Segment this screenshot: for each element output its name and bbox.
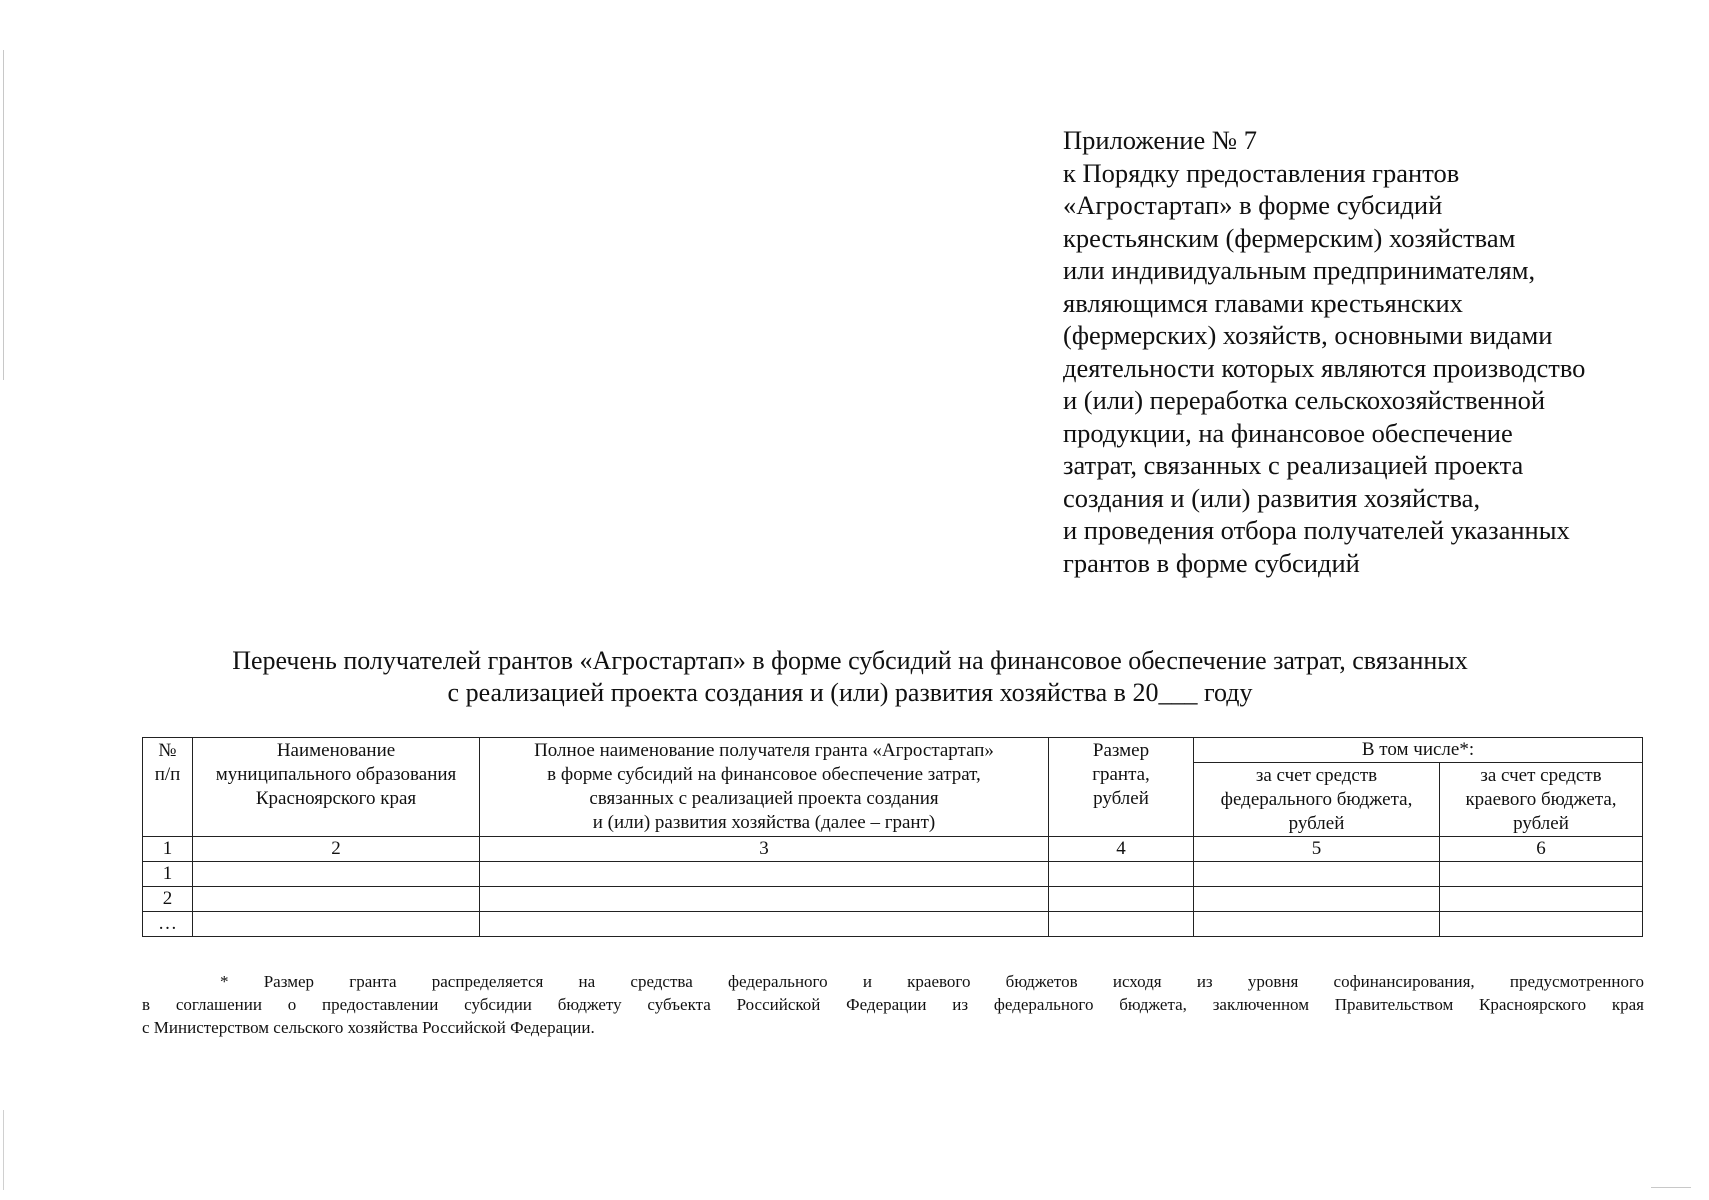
federal-amount-cell: [1194, 887, 1440, 912]
document-title-line-1: Перечень получателей грантов «Агростартап» в форме субсидий на финансовое обеспечение затрат, связанных: [232, 646, 1468, 675]
header-cell-municipality: Наименование муниципального образования Красноярского края: [193, 738, 480, 837]
recipients-table-container: [142, 737, 1643, 937]
appendix-header: [1063, 124, 1683, 579]
federal-amount-cell: [1194, 862, 1440, 887]
row-number-cell: 1: [143, 862, 193, 887]
federal-amount-cell: [1194, 912, 1440, 937]
column-number-cell: 3: [480, 837, 1049, 862]
municipality-cell: [193, 862, 480, 887]
table-row: [143, 912, 1643, 937]
header-cell-number: № п/п: [143, 738, 193, 837]
footnote: [142, 970, 1644, 1039]
municipality-cell: [193, 887, 480, 912]
appendix-line: и (или) переработка сельскохозяйственной: [1063, 385, 1546, 415]
grant-amount-cell: [1049, 912, 1194, 937]
appendix-line: (фермерских) хозяйств, основными видами: [1063, 320, 1553, 350]
appendix-line: затрат, связанных с реализацией проекта: [1063, 450, 1524, 480]
scan-edge-mark: [3, 50, 4, 380]
header-row-1: [143, 738, 1643, 763]
footnote-line-3: с Министерством сельского хозяйства Российской Федерации.: [142, 1018, 595, 1037]
header-cell-federal: за счет средств федерального бюджета, рублей: [1194, 763, 1440, 837]
regional-amount-cell: [1440, 887, 1643, 912]
recipients-table: [142, 737, 1643, 937]
document-title-line-2: с реализацией проекта создания и (или) развития хозяйства в 20___ году: [447, 678, 1253, 707]
appendix-line: продукции, на финансовое обеспечение: [1063, 417, 1513, 448]
scan-edge-mark: [3, 1110, 4, 1190]
appendix-line: грантов в форме субсидий: [1063, 547, 1360, 578]
column-number-row: [143, 837, 1643, 862]
appendix-line: крестьянским (фермерским) хозяйствам: [1063, 222, 1516, 253]
appendix-line: к Порядку предоставления грантов: [1063, 157, 1460, 188]
header-cell-including: В том числе*:: [1194, 738, 1643, 763]
footnote-line-2: в соглашении о предоставлении субсидии бюджету субъекта Российской Федерации из федерального бюджета, заключенном Правительством Красноярского края: [142, 995, 1644, 1014]
appendix-line: «Агростартап» в форме субсидий: [1063, 190, 1443, 220]
municipality-cell: [193, 912, 480, 937]
document-title: [120, 645, 1580, 709]
column-number-cell: 5: [1194, 837, 1440, 862]
row-number-cell: …: [143, 912, 193, 937]
header-cell-grant-amount: Размер гранта, рублей: [1049, 738, 1194, 837]
recipient-cell: [480, 912, 1049, 937]
appendix-line: или индивидуальным предпринимателям,: [1063, 255, 1536, 285]
row-number-cell: 2: [143, 887, 193, 912]
table-row: [143, 862, 1643, 887]
appendix-line: и проведения отбора получателей указанных: [1063, 515, 1570, 545]
recipient-cell: [480, 887, 1049, 912]
recipient-cell: [480, 862, 1049, 887]
regional-amount-cell: [1440, 862, 1643, 887]
table-row: [143, 887, 1643, 912]
grant-amount-cell: [1049, 887, 1194, 912]
column-number-cell: 1: [143, 837, 193, 862]
header-cell-regional: за счет средств краевого бюджета, рублей: [1440, 763, 1643, 837]
column-number-cell: 2: [193, 837, 480, 862]
regional-amount-cell: [1440, 912, 1643, 937]
column-number-cell: 6: [1440, 837, 1643, 862]
appendix-line: являющимся главами крестьянских: [1063, 287, 1463, 318]
appendix-line: создания и (или) развития хозяйства,: [1063, 482, 1481, 513]
column-number-cell: 4: [1049, 837, 1194, 862]
appendix-line: Приложение № 7: [1063, 125, 1258, 155]
header-cell-recipient: Полное наименование получателя гранта «Агростартап» в форме субсидий на финансовое обеспечение затрат, связанных с реализацией проекта создания и (или) развития хозяйства (далее – грант): [480, 738, 1049, 837]
scan-edge-mark: [1651, 1187, 1691, 1188]
footnote-line-1: * Размер гранта распределяется на средства федерального и краевого бюджетов исходя из уровня софинансирования, предусмотренного: [220, 972, 1644, 991]
grant-amount-cell: [1049, 862, 1194, 887]
appendix-line: деятельности которых являются производство: [1063, 352, 1586, 383]
